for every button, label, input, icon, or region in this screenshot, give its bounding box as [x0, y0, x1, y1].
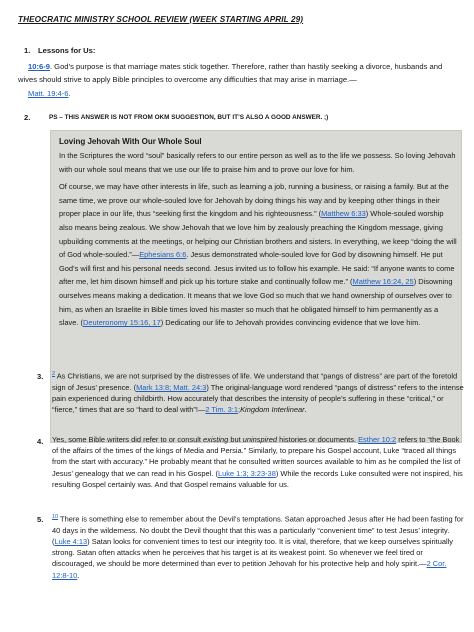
item-3-paragraph: [52, 369, 464, 415]
footnote-link-10[interactable]: 10: [52, 514, 59, 520]
item-3-italic: Kingdom Interlinear: [240, 405, 305, 415]
item-3-text-b: ) The original-language word rendered “pangs of distress” refers to the intense pain experienced during childbirth. How accurately that describes the intensity of people’s suffering in these “critical,” or “fierce,” times that are so “hard to deal with”!—: [52, 382, 464, 415]
item-1-text: . God’s purpose is that marriage mates stick together. Therefore, rather than hastily seeking a divorce, husbands and wives should strive to apply Bible principles to overcome any difficulties that may arise in marriage.—: [18, 62, 443, 85]
item-4-text-b: but: [228, 435, 243, 444]
scripture-link-esther-10-2[interactable]: Esther 10:2: [358, 435, 397, 444]
item-4-number: 4.: [37, 437, 44, 446]
article-title: Loving Jehovah With Our Whole Soul: [59, 137, 202, 146]
item-4-text-e: ) While the records Luke consulted were not inspired, his resulting Gospel certainly was. And that Gospel remains valuable for us.: [52, 468, 463, 489]
article-text-b: ) Whole-souled worship also means being zealous. We show Jehovah that we love him by zealously preaching the Kingdom message, giving upbuilding comments at the meetings, or helping our Christian brothers and sisters. In everything, we keep “doing the will of God whole-souled.”—: [59, 209, 457, 260]
scripture-link-matthew-16-24[interactable]: Matthew 16:24, 25: [352, 277, 414, 287]
item-4-text-a: Yes, some Bible writers did refer to or consult: [52, 435, 204, 444]
item-3-text-a: As Christians, we are not surprised by the distresses of life. We understand that “pangs of distress” are part of the foretold sign of Jesus’ presence. (: [52, 371, 458, 392]
item-1-paragraph: [18, 60, 463, 100]
scripture-link-luke-1-3[interactable]: Luke 1:3; 3:23-38: [217, 468, 276, 478]
scripture-link-matthew-6-33[interactable]: Matthew 6:33: [321, 209, 366, 219]
scripture-link-matt-19[interactable]: Matt. 19:4-6: [28, 88, 69, 98]
scripture-link-2-tim-3-1[interactable]: 2 Tim. 3:1: [205, 405, 239, 415]
item-3-number: 3.: [37, 372, 44, 381]
page-title: THEOCRATIC MINISTRY SCHOOL REVIEW (WEEK STARTING APRIL 29): [18, 15, 304, 24]
item-2-number: 2.: [24, 113, 31, 122]
scripture-link-2-cor-12-8[interactable]: 2 Cor. 12:8-10: [52, 559, 447, 580]
item-1-number: 1.: [24, 46, 31, 55]
item-3-text-c: ;: [238, 405, 241, 415]
item-1-heading: Lessons for Us:: [38, 46, 96, 55]
scripture-link-deuteronomy-15[interactable]: Deuteronomy 15:16, 17: [82, 318, 161, 328]
article-body: [59, 149, 457, 330]
item-5-text-a: There is something else to remember about the Devil’s temptations. Satan approached Jesus after He had been fasting for 40 days in the wilderness. No doubt the Devil thought that this was a particularly “convenient time” to test Jesus’ integrity. (: [52, 514, 464, 546]
item-4-text-c: histories or documents.: [277, 435, 359, 444]
item-3-text-e: .: [304, 405, 307, 415]
item-4-em-uninspired: uninspired: [242, 435, 278, 444]
scripture-link-luke-4-13[interactable]: Luke 4:13: [54, 536, 88, 546]
item-4-text-d: refers to “the Book of the affairs of the times of the kings of Media and Persia.” Similarly, to prepare his Gospel account, Luke “traced all things from the start with accuracy.” He probably meant that he consulted written sources available to him as he compiled the list of Jesus’ genealogy that we can read in his Gospel. (: [52, 435, 461, 478]
article-paragraph-2: [59, 180, 457, 330]
item-4-em-existing: existing: [203, 435, 229, 444]
item-2-note: PS – THIS ANSWER IS NOT FROM OKM SUGGESTION, BUT IT’S ALSO A GOOD ANSWER. ;): [49, 114, 329, 121]
item-5-text-c: .: [77, 570, 80, 580]
article-paragraph-1: In the Scriptures the word “soul” basically refers to our entire person as well as to the life we possess. So loving Jehovah with our whole soul means that we use our life to praise him and to prove our love for him.: [59, 151, 456, 174]
article-text-d: ) Disowning ourselves means making a dedication. It means that we love God so much that we hand ownership of ourselves over to him, as when an Israelite in Bible times loved his master so much that he obligated himself to him permanently as a slave. (: [59, 277, 453, 328]
article-text-a: Of course, we may have other interests in life, such as learning a job, running a business, or raising a family. But at the same time, we prove our whole-souled love for Jehovah by doing things his way and by keeping other things in their proper place in our life, thus “seeking first the kingdom and his righteousness.” (: [59, 182, 449, 219]
footnote-link-2[interactable]: 2: [52, 371, 56, 377]
article-text-e: ) Dedicating our life to Jehovah provides convincing evidence that we love him.: [160, 318, 421, 328]
item-5-text-b: ) Satan looks for convenient times to test our integrity too. It is vital, therefore, that we keep ourselves spiritually strong. Satan often attacks when he perceives that his target is at its weakest point. So whenever we feel tired or discouraged, we should be more determined than ever to petition Jehovah for his protective help and holy spirit.—: [52, 536, 454, 569]
item-1-end: .: [68, 88, 71, 98]
scripture-link-mark-13-8[interactable]: Mark 13:8; Matt. 24:3: [136, 382, 207, 392]
scripture-link-ephesians-6-6[interactable]: Ephesians 6:6: [139, 250, 187, 260]
article-text-c: . Jesus demonstrated whole-souled love for God by disowning himself. He put God’s will first and his personal needs second. Jesus invited us to follow his example. He said: “If anyone wants to come after me, let him disown himself and pick up his torture stake and continually follow me.” (: [59, 250, 455, 287]
item-5-number: 5.: [37, 515, 44, 524]
scripture-link-10-6-9[interactable]: 10:6-9: [28, 62, 50, 71]
item-4-paragraph: [52, 434, 464, 490]
item-5-paragraph: [52, 512, 464, 581]
